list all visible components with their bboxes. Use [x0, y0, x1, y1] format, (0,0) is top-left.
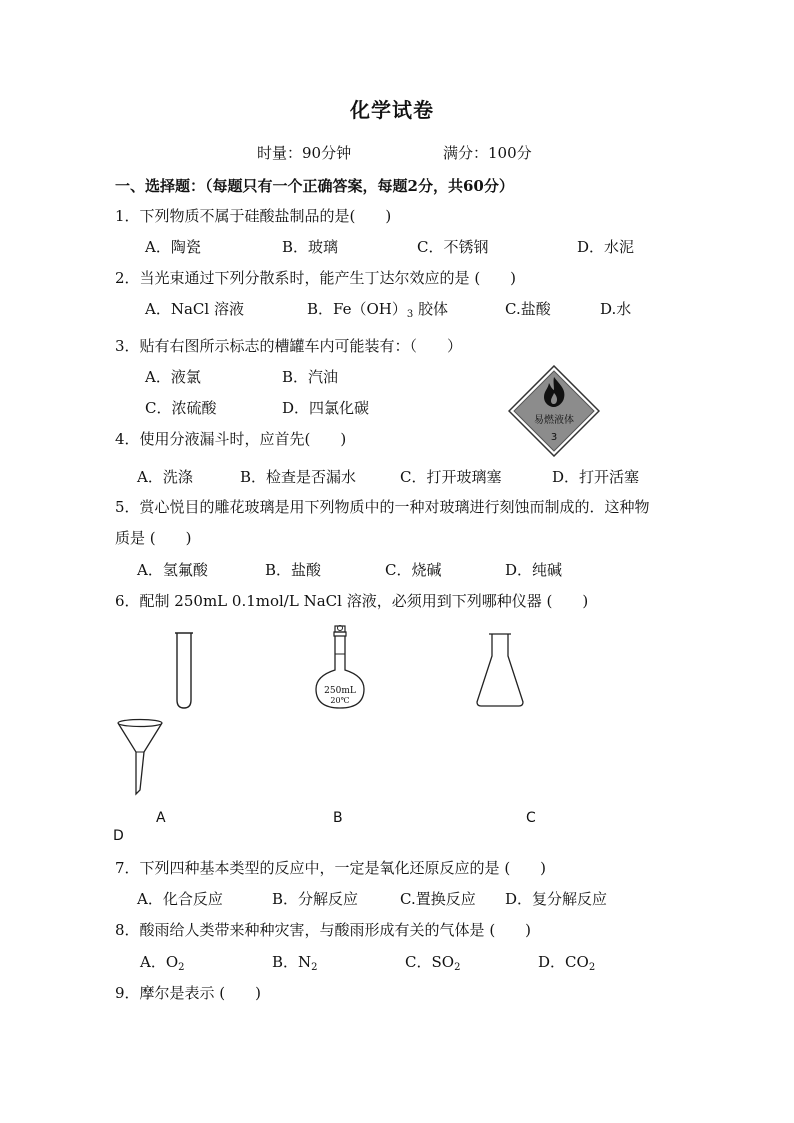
question-5-stem-line2: 质是 ( ) — [115, 529, 192, 547]
q4-option-b: B．检查是否漏水 — [240, 468, 357, 486]
question-9-stem: 9．摩尔是表示 ( ) — [115, 984, 262, 1002]
funnel-image — [116, 718, 164, 796]
q8-option-d — [538, 952, 595, 978]
q1-option-a: A．陶瓷 — [145, 238, 201, 256]
exam-time: 时量：90分钟 — [257, 144, 352, 162]
q7-option-d: D．复分解反应 — [505, 890, 608, 908]
q5-option-a: A．氢氟酸 — [137, 561, 208, 579]
flask-volume-label: 250mL — [324, 686, 356, 696]
question-1-stem: 1．下列物质不属于硅酸盐制品的是( ) — [115, 207, 392, 225]
q5-option-b: B．盐酸 — [265, 561, 322, 579]
q2-option-c: C.盐酸 — [505, 300, 551, 318]
q1-option-d: D．水泥 — [577, 238, 635, 256]
q2-option-b-formula: B．Fe（OH） — [307, 300, 407, 318]
q8-option-b — [272, 952, 318, 978]
figure-label-d: D — [113, 828, 124, 844]
question-7-stem: 7．下列四种基本类型的反应中，一定是氧化还原反应的是 ( ) — [115, 859, 547, 877]
q8-option-b-subscript: 2 — [311, 962, 318, 973]
q8-option-d-text: D．CO — [538, 953, 589, 971]
question-4-stem: 4．使用分液漏斗时，应首先( ) — [115, 430, 347, 448]
section-header: 一、选择题：（每题只有一个正确答案，每题2分，共60分） — [115, 177, 514, 195]
volumetric-flask-image — [312, 624, 368, 710]
q7-option-b: B．分解反应 — [272, 890, 359, 908]
flammable-liquid-sign — [508, 365, 600, 457]
q7-option-c: C.置换反应 — [400, 890, 476, 908]
q1-option-c: C．不锈钢 — [417, 238, 489, 256]
q1-option-b: B．玻璃 — [282, 238, 339, 256]
test-tube-image — [174, 632, 194, 710]
q8-option-a — [140, 952, 185, 978]
q4-option-c: C．打开玻璃塞 — [400, 468, 502, 486]
q2-option-b-subscript: 3 — [406, 309, 414, 320]
exam-score: 满分：100分 — [443, 144, 532, 162]
sign-text: 易燃液体 — [534, 415, 574, 426]
q2-option-a: A．NaCl 溶液 — [145, 300, 244, 318]
q8-option-d-subscript: 2 — [588, 962, 596, 973]
q8-option-c — [405, 952, 460, 978]
figure-label-b: B — [333, 810, 343, 826]
q8-option-a-text: A．O — [140, 953, 179, 971]
q8-option-a-subscript: 2 — [178, 962, 185, 973]
q3-option-b: B．汽油 — [282, 368, 339, 386]
question-8-stem: 8．酸雨给人类带来种种灾害，与酸雨形成有关的气体是 ( ) — [115, 921, 532, 939]
q5-option-c: C．烧碱 — [385, 561, 442, 579]
q4-option-d: D．打开活塞 — [552, 468, 640, 486]
q3-option-c: C．浓硫酸 — [145, 399, 217, 417]
q8-option-c-subscript: 2 — [454, 962, 461, 973]
figure-label-c: C — [526, 810, 536, 826]
question-5-stem-line1: 5．赏心悦目的雕花玻璃是用下列物质中的一种对玻璃进行刻蚀而制成的．这种物 — [115, 498, 650, 516]
figure-label-a: A — [156, 810, 166, 826]
q8-option-c-text: C．SO — [405, 953, 455, 971]
q2-option-d: D.水 — [600, 300, 632, 318]
q7-option-a: A．化合反应 — [137, 890, 223, 908]
q2-option-b-suffix: 胶体 — [413, 300, 449, 318]
q8-option-b-text: B．N — [272, 953, 312, 971]
question-6-stem: 6．配制 250mL 0.1mol/L NaCl 溶液，必须用到下列哪种仪器 ( ) — [115, 592, 589, 610]
q4-option-a: A．洗涤 — [137, 468, 193, 486]
page-title: 化学试卷 — [350, 98, 434, 122]
question-2-stem: 2．当光束通过下列分散系时，能产生丁达尔效应的是 ( ) — [115, 269, 517, 287]
conical-flask-image — [475, 632, 525, 708]
question-3-stem: 3．贴有右图所示标志的槽罐车内可能装有：（ ） — [115, 337, 463, 355]
q3-option-d: D．四氯化碳 — [282, 399, 370, 417]
flask-temp-label: 20℃ — [330, 696, 350, 705]
q5-option-d: D．纯碱 — [505, 561, 563, 579]
q3-option-a: A．液氯 — [145, 368, 201, 386]
sign-number: 3 — [550, 432, 558, 443]
q2-option-b — [307, 299, 448, 325]
